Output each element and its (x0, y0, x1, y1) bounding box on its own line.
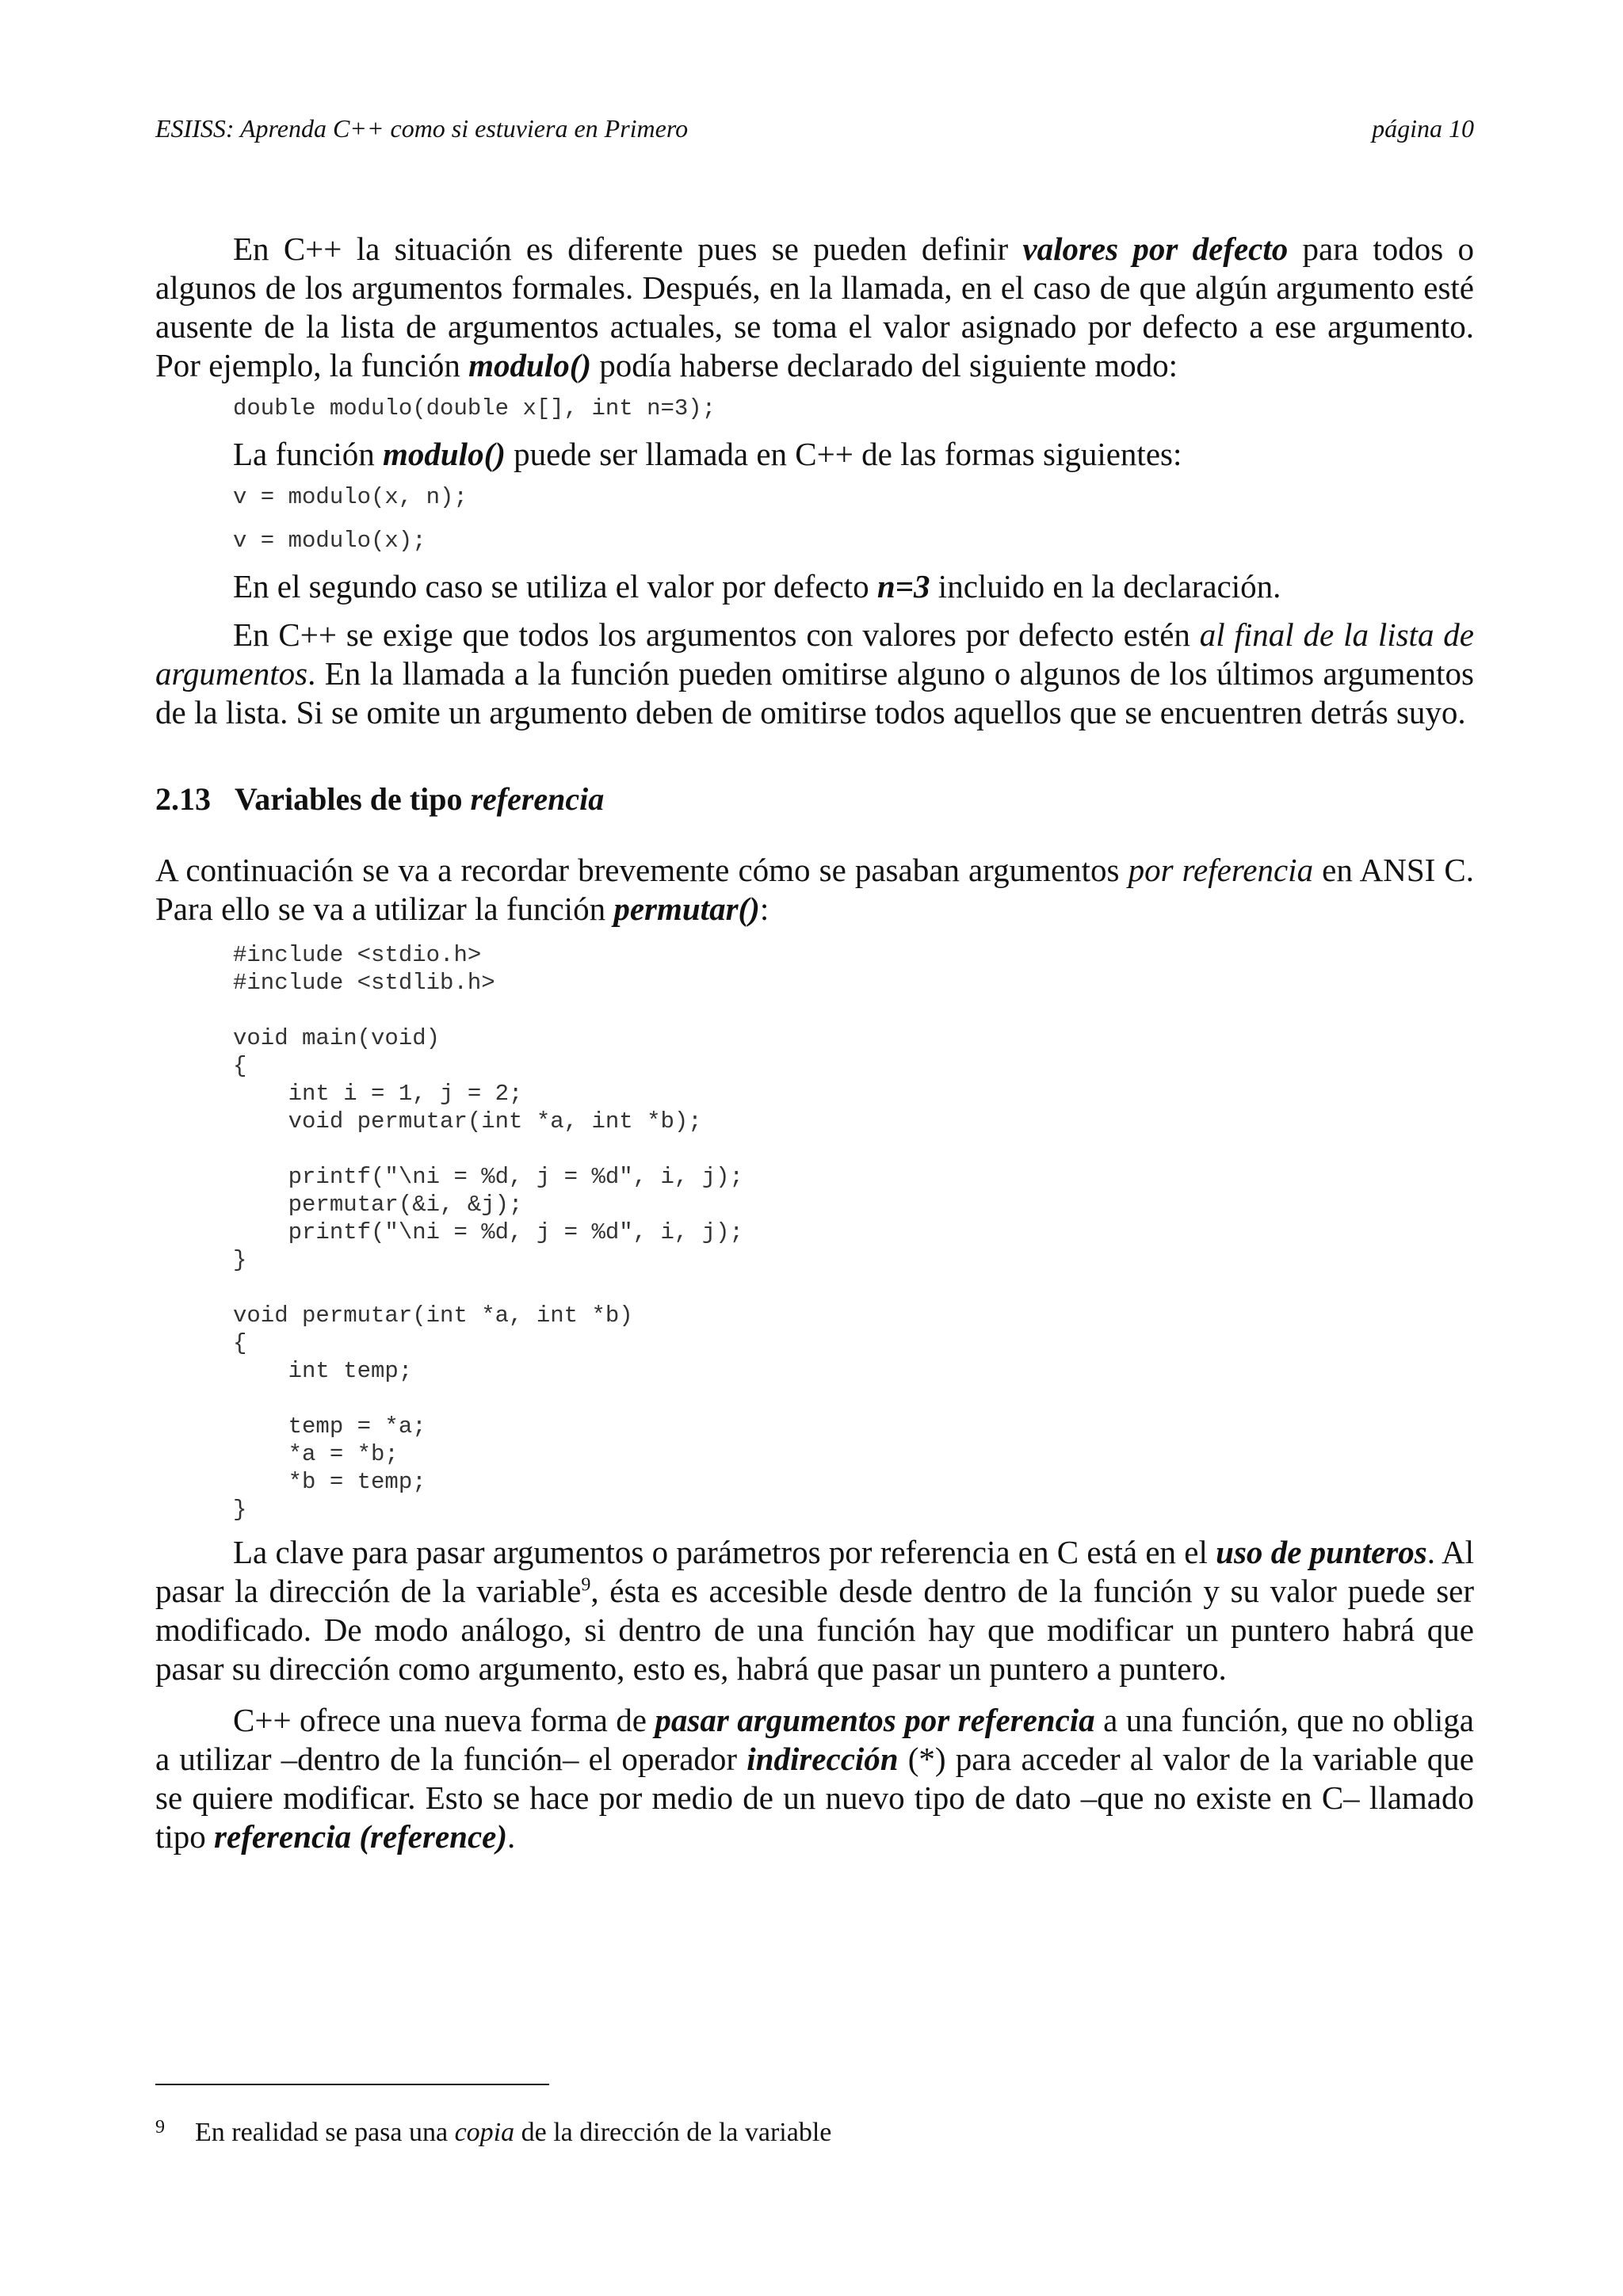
paragraph-second-case (155, 567, 1474, 606)
paragraph-call-forms (155, 435, 1474, 474)
paragraph-argument-order (155, 616, 1474, 732)
emphasis-text: n=3 (876, 568, 930, 605)
footnote (155, 2115, 831, 2150)
code-call-2: v = modulo(x); (233, 528, 426, 554)
footnote-divider (155, 2084, 549, 2085)
paragraph-ansi-c-reference (155, 851, 1474, 929)
text-run: En C++ se exige que todos los argumentos con valores por defecto estén (233, 616, 1200, 653)
paragraph-default-values (155, 230, 1474, 385)
code-permutar-example: #include <stdio.h> #include <stdlib.h> void main(void) { int i = 1, j = 2; void permutar(int *a, int *b); printf("\ni = %d, j = %d", i, j); permutar(&i, &j); printf("\ni = %d, j = %d", i, j); } void permutar(int *a, int *b) { int temp; temp = *a; *a = *b; *b = temp; } (233, 942, 743, 1523)
code-call-1: v = modulo(x, n); (233, 484, 468, 510)
text-run: (*) para acceder al valor de la variable que se quiere modificar. Esto se hace por medio de un nuevo tipo de dato –que no existe en C– llamado tipo (155, 1741, 1474, 1855)
text-run: La clave para pasar argumentos o parámetros por referencia en C está en el (233, 1534, 1216, 1570)
text-run: La función (233, 436, 383, 472)
text-run: de la dirección de la variable (514, 2118, 832, 2147)
text-run: , ésta es accesible desde dentro de la función y su valor puede ser modificado. De modo análogo, si dentro de una función hay que modificar un puntero habrá que pasar su dirección como argumento, esto es, habrá que pasar un puntero a puntero. (155, 1573, 1475, 1687)
text-run: a una función, que no obliga a utilizar –dentro de la función– el operador (155, 1702, 1474, 1777)
page-header (155, 111, 1474, 146)
code-declaration: double modulo(double x[], int n=3); (233, 395, 716, 421)
emphasis-text: valores por defecto (1022, 231, 1289, 267)
header-title: ESIISS: Aprenda C++ como si estuviera en Primero (155, 114, 689, 143)
section-number: 2.13 (155, 781, 211, 817)
emphasis-text: indirección (747, 1741, 899, 1777)
page-body (155, 230, 1474, 1856)
text-run: En el segundo caso se utiliza el valor por defecto (233, 568, 877, 605)
emphasis-text: referencia (reference) (214, 1818, 508, 1855)
section-title: Variables de tipo (235, 781, 471, 817)
italic-text: copia (454, 2118, 515, 2147)
text-run: C++ ofrece una nueva forma de (233, 1702, 655, 1738)
text-run: . (507, 1818, 516, 1855)
text-run: . Al pasar la dirección de la variable (155, 1534, 1475, 1609)
text-run: . En la llamada a la función pueden omitirse alguno o algunos de los últimos argumentos de la lista. Si se omite un argumento deben de omitirse todos aquellos que se encuentren detrás suyo. (155, 655, 1474, 730)
emphasis-text: pasar argumentos por referencia (655, 1702, 1095, 1738)
paragraph-cpp-references (155, 1701, 1474, 1856)
paragraph-pointers (155, 1533, 1474, 1688)
footnote-reference[interactable]: 9 (581, 1574, 591, 1596)
italic-text: al final de la lista de argumentos (155, 616, 1475, 692)
text-run: podía haberse declarado del siguiente modo: (591, 347, 1178, 383)
function-name: modulo() (468, 347, 592, 383)
italic-text: por referencia (1128, 852, 1314, 888)
function-name: permutar() (613, 891, 760, 927)
text-run: para todos o algunos de los argumentos formales. Después, en la llamada, en el caso de que algún argumento esté ausente de la lista de argumentos actuales, se toma el valor asignado por defecto a ese argumento. Por ejemplo, la función (155, 231, 1474, 383)
function-name: modulo() (382, 436, 506, 472)
text-run: En realidad se pasa una (195, 2118, 455, 2147)
section-heading (155, 780, 1474, 819)
text-run: : (759, 891, 769, 927)
section-title-emphasis: referencia (470, 781, 605, 817)
text-run: incluido en la declaración. (930, 568, 1281, 605)
footnote-number: 9 (155, 2117, 165, 2138)
text-run: en ANSI C. Para ello se va a utilizar la función (155, 852, 1475, 927)
text-run: A continuación se va a recordar brevemente cómo se pasaban argumentos (155, 852, 1128, 888)
emphasis-text: uso de punteros (1216, 1534, 1427, 1570)
text-run: puede ser llamada en C++ de las formas siguientes: (505, 436, 1182, 472)
header-page-number: página 10 (1372, 114, 1474, 143)
text-run: En C++ la situación es diferente pues se pueden definir (233, 231, 1023, 267)
